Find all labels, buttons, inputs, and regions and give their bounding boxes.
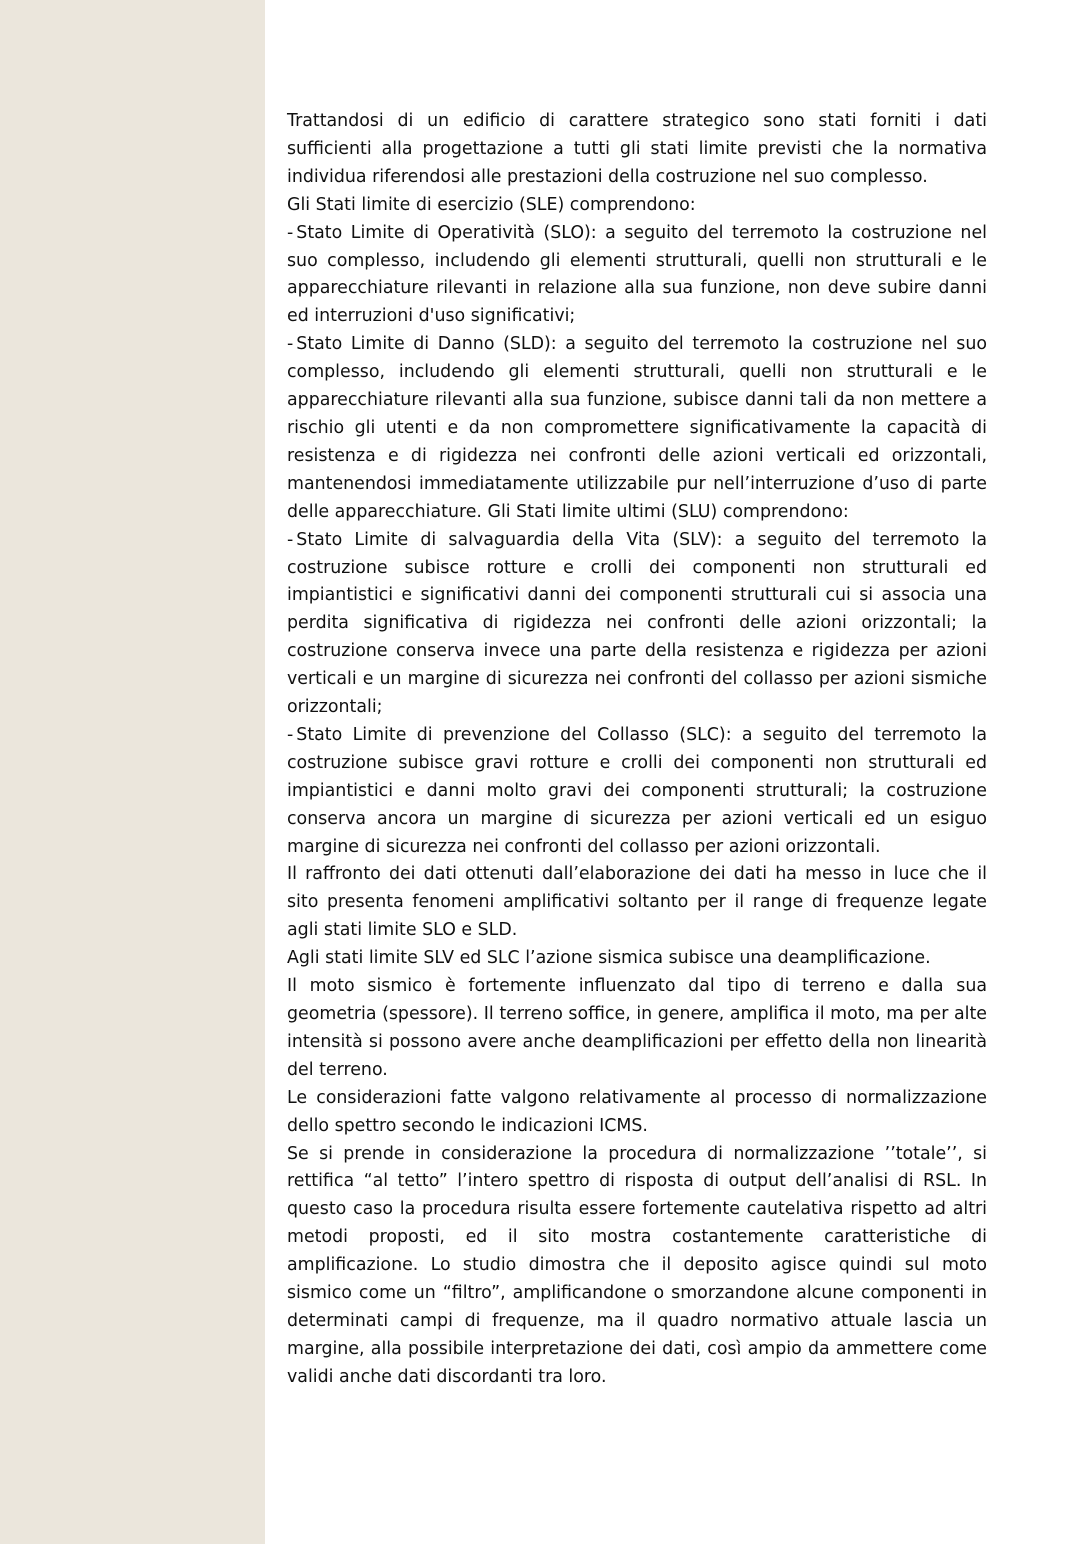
list-marker: - (287, 529, 294, 550)
list-item-sld-text: Stato Limite di Danno (SLD): a seguito del terremoto la costruzione nel suo complesso, includendo gli elementi strutturali, quelli non strutturali e le apparecchiature rilevanti alla sua funzione, subisce danni tali da non mettere a rischio gli utenti e da non compromettere significativamente la capacità di resistenza e di rigidezza nei confronti delle azioni verticali ed orizzontali, mantenendosi immediatamente utilizzabile pur nell’interruzione d’uso di parte delle apparecchiature. Gli Stati limite ultimi (SLU) comprendono: (287, 334, 987, 522)
paragraph-raffronto: Il raffronto dei dati ottenuti dall’elaborazione dei dati ha messo in luce che il sito presenta fenomeni amplificativi soltanto per il range di frequenze legate agli stati limite SLO e SLD. (287, 864, 987, 941)
list-item-slo-text: Stato Limite di Operatività (SLO): a seguito del terremoto la costruzione nel suo complesso, includendo gli elementi strutturali, quelli non strutturali e le apparecchiature rilevanti in relazione alla sua funzione, non deve subire danni ed interruzioni d'uso significativi; (287, 222, 987, 327)
paragraph-moto-sismico: Il moto sismico è fortemente influenzato dal tipo di terreno e dalla sua geometria (spessore). Il terreno soffice, in genere, amplifica il moto, ma per alte intensità si possono avere anche deamplificazioni per effetto della non linearità del terreno. (287, 976, 987, 1080)
sidebar-band (0, 0, 265, 1544)
list-item-sld (287, 331, 987, 526)
list-item-slv-text: Stato Limite di salvaguardia della Vita (SLV): a seguito del terremoto la costruzione subisce rotture e crolli dei componenti non strutturali ed impiantistici e significativi danni dei componenti strutturali cui si associa una perdita significativa di rigidezza nei confronti delle azioni orizzontali; la costruzione conserva invece una parte della resistenza e rigidezza per azioni verticali e un margine di sicurezza nei confronti del collasso per azioni sismiche orizzontali; (287, 529, 987, 718)
list-item-slc-text: Stato Limite di prevenzione del Collasso (SLC): a seguito del terremoto la costruzione subisce gravi rotture e crolli dei componenti non strutturali ed impiantistici e danni molto gravi dei componenti strutturali; la costruzione conserva ancora un margine di sicurezza per azioni verticali ed un esiguo margine di sicurezza nei confronti del collasso per azioni orizzontali. (287, 724, 987, 857)
list-marker: - (287, 222, 294, 243)
list-item-slv (287, 527, 987, 722)
list-marker: - (287, 724, 294, 745)
paragraph-considerazioni: Le considerazioni fatte valgono relativamente al processo di normalizzazione dello spettro secondo le indicazioni ICMS. (287, 1087, 987, 1136)
page-body (287, 108, 987, 1392)
paragraph-deamplificazione: Agli stati limite SLV ed SLC l’azione sismica subisce una deamplificazione. (287, 948, 931, 969)
list-marker: - (287, 334, 294, 355)
paragraph-normalizzazione: Se si prende in considerazione la procedura di normalizzazione ’’totale’’, si rettifica “al tetto” l’intero spettro di risposta di output dell’analisi di RSL. In questo caso la procedura risulta essere fortemente cautelativa rispetto ad altri metodi proposti, ed il sito mostra costantemente caratteristiche di amplificazione. Lo studio dimostra che il deposito agisce quindi sul moto sismico come un “filtro”, amplificandone o smorzandone alcune componenti in determinati campi di frequenze, ma il quadro normativo attuale lascia un margine, alla possibile interpretazione dei dati, così ampio da ammettere come validi anche dati discordanti tra loro. (287, 1143, 987, 1387)
paragraph-sle-heading: Gli Stati limite di esercizio (SLE) comprendono: (287, 194, 696, 215)
list-item-slo (287, 220, 987, 332)
list-item-slc (287, 722, 987, 862)
paragraph-intro: Trattandosi di un edificio di carattere strategico sono stati forniti i dati sufficienti alla progettazione a tutti gli stati limite previsti che la normativa individua riferendosi alle prestazioni della costruzione nel suo complesso. (287, 111, 987, 187)
